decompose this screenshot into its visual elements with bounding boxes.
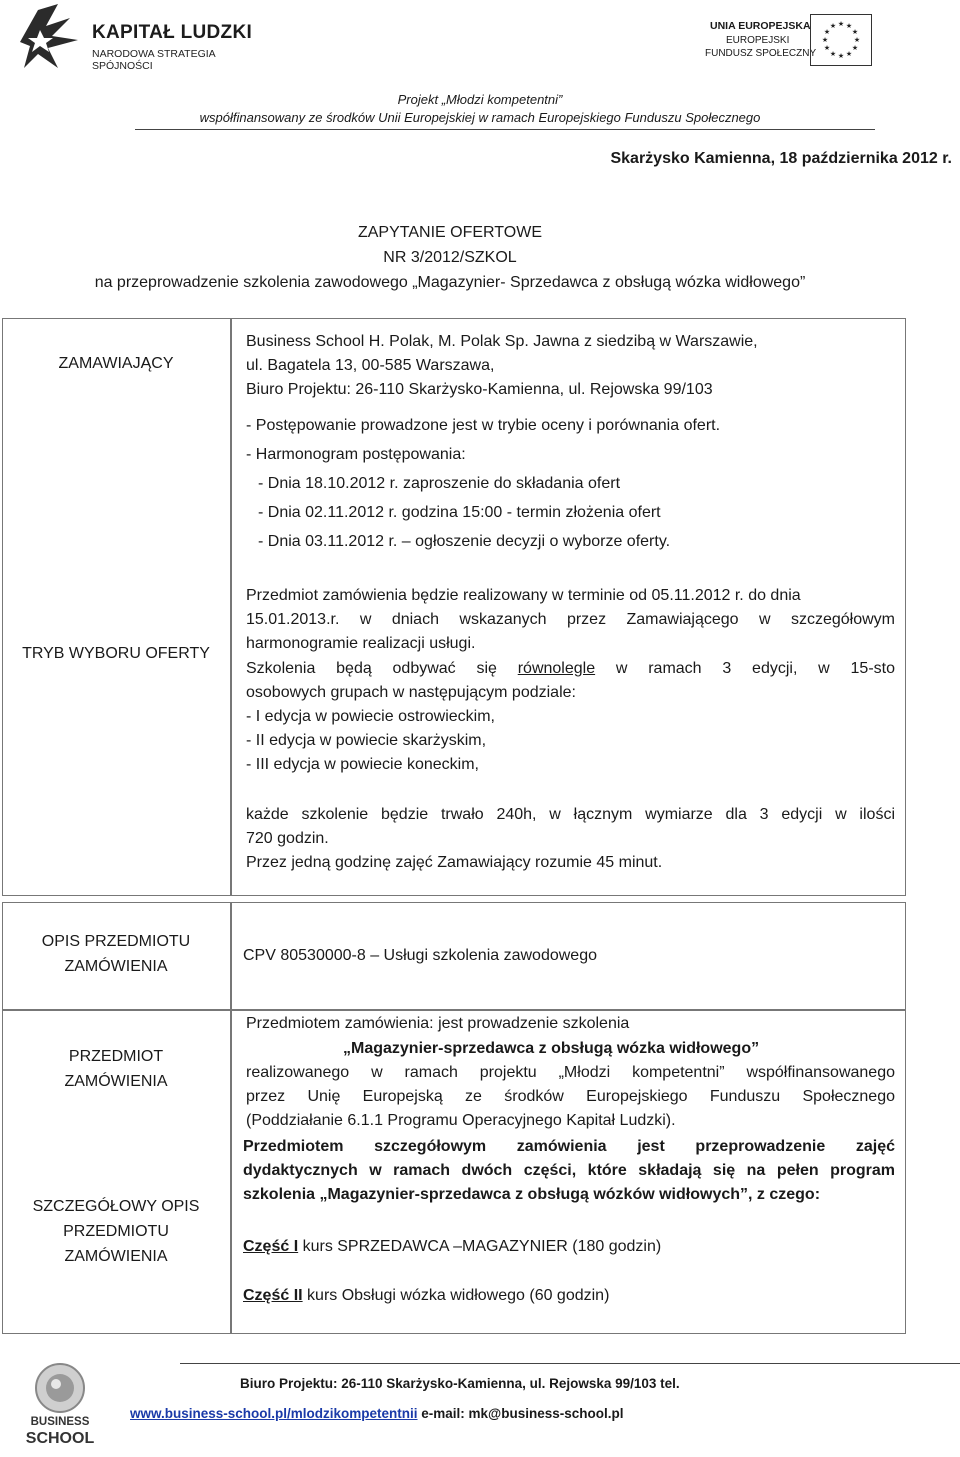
doc-number: NR 3/2012/SZKOL	[383, 249, 517, 266]
tryb-p1: - Postępowanie prowadzone jest w trybie oceny i porównania ofert.	[246, 417, 721, 434]
svg-text:★: ★	[851, 28, 859, 36]
szczegolowy-c2	[243, 1284, 609, 1308]
przedmiot-l5: (Poddziałanie 6.1.1 Programu Operacyjnego Kapitał Ludzki).	[246, 1112, 676, 1129]
section-zamawiajacy-label-box	[2, 318, 232, 896]
tryb-e1: - I edycja w powiecie ostrowieckim,	[246, 708, 495, 725]
zamawiajacy-label: ZAMAWIAJĄCY	[58, 355, 174, 372]
logo-business: BUSINESS	[30, 1416, 90, 1428]
eu-line2: EUROPEJSKI	[726, 35, 790, 46]
footer-address: Biuro Projektu: 26-110 Skarżysko-Kamienna, ul. Rejowska 99/103 tel.	[240, 1376, 680, 1391]
header-divider	[135, 129, 875, 130]
eu-flag-icon	[810, 14, 872, 66]
zamawiajacy-line2: ul. Bagatela 13, 00-585 Warszawa,	[246, 357, 495, 374]
przedmiot-l2: „Magazynier-sprzedawca z obsługą wózka widłowego”	[343, 1040, 760, 1057]
tryb-e3: - III edycja w powiecie koneckim,	[246, 756, 479, 773]
czesc-2-text: kurs Obsługi wózka widłowego (60 godzin)	[302, 1287, 610, 1304]
zamawiajacy-line3: Biuro Projektu: 26-110 Skarżysko-Kamienna, ul. Rejowska 99/103	[246, 381, 713, 398]
project-name: Projekt „Młodzi kompetentni”	[397, 92, 563, 107]
logo-school: SCHOOL	[25, 1430, 95, 1447]
opis-label-line1: OPIS PRZEDMIOTU	[41, 933, 191, 950]
czesc-1-text: kurs SPRZEDAWCA –MAGAZYNIER (180 godzin)	[298, 1238, 662, 1255]
tryb-p3: - Dnia 18.10.2012 r. zaproszenie do składania ofert	[258, 475, 621, 492]
business-school-emblem-icon	[20, 1360, 100, 1416]
tryb-r2: 15.01.2013.r. w dniach wskazanych przez Zamawiającego w szczegółowym	[246, 611, 895, 628]
tryb-p2: - Harmonogram postępowania:	[246, 446, 466, 463]
tryb-p4: - Dnia 02.11.2012 r. godzina 15:00 - termin złożenia ofert	[258, 504, 661, 521]
opis-cpv: CPV 80530000-8 – Usługi szkolenia zawodowego	[243, 947, 597, 964]
doc-title: ZAPYTANIE OFERTOWE	[357, 224, 543, 241]
tryb-r3: harmonogramie realizacji usługi.	[246, 635, 476, 652]
czesc-1-heading: Część I	[243, 1238, 299, 1255]
tryb-s2: osobowych grupach w następującym podziale:	[246, 684, 576, 701]
tryb-label: TRYB WYBORU OFERTY	[22, 645, 210, 662]
svg-text:★: ★	[845, 22, 853, 30]
section-opis-label-box	[2, 902, 232, 1010]
przedmiot-l3: realizowanego w ramach projektu „Młodzi kompetentni” współfinansowanego	[246, 1064, 895, 1081]
czesc-2-heading: Część II	[243, 1287, 303, 1304]
svg-text:★: ★	[829, 22, 837, 30]
svg-text:★: ★	[837, 52, 845, 60]
przedmiot-l4: przez Unię Europejską ze środków Europejskiego Funduszu Społecznego	[246, 1088, 895, 1105]
svg-text:★: ★	[845, 50, 853, 58]
business-school-logo	[20, 1360, 100, 1450]
cofinance-line: współfinansowany ze środków Unii Europejskiej w ramach Europejskiego Funduszu Społecznego	[199, 110, 761, 125]
przedmiot-label-line1: PRZEDMIOT	[68, 1048, 164, 1065]
svg-text:★: ★	[853, 36, 861, 44]
tryb-s1-a: Szkolenia będą odbywać się	[246, 660, 518, 677]
doc-subject: na przeprowadzenie szkolenia zawodowego „Magazynier- Sprzedawca z obsługą wózka widłowego”	[94, 274, 806, 291]
tryb-r1: Przedmiot zamówienia będzie realizowany w terminie od 05.11.2012 r. do dnia	[246, 587, 801, 604]
footer-divider	[180, 1363, 960, 1364]
zamawiajacy-line1: Business School H. Polak, M. Polak Sp. Jawna z siedzibą w Warszawie,	[246, 333, 758, 350]
tryb-k2: 720 godzin.	[246, 830, 329, 847]
szczegolowy-label-line3: ZAMÓWIENIA	[64, 1248, 168, 1265]
tryb-k1: każde szkolenie będzie trwało 240h, w łącznym wymiarze dla 3 edycji w ilości	[246, 806, 895, 823]
tryb-s1	[246, 657, 895, 681]
opis-label-line2: ZAMÓWIENIA	[64, 958, 168, 975]
svg-text:★: ★	[823, 28, 831, 36]
svg-text:★: ★	[821, 36, 829, 44]
przedmiot-label-line2: ZAMÓWIENIA	[64, 1073, 168, 1090]
kapital-ludzki-logo	[18, 2, 278, 72]
svg-text:★: ★	[851, 44, 859, 52]
dateline: Skarżysko Kamienna, 18 października 2012 r.	[610, 150, 952, 167]
szczegolowy-label-line2: PRZEDMIOTU	[63, 1223, 169, 1240]
szczegolowy-label-line1: SZCZEGÓŁOWY OPIS	[32, 1198, 200, 1215]
tryb-p5: - Dnia 03.11.2012 r. – ogłoszenie decyzji o wyborze oferty.	[258, 533, 671, 550]
przedmiot-l1: Przedmiotem zamówienia: jest prowadzenie szkolenia	[246, 1015, 630, 1032]
eu-line1: UNIA EUROPEJSKA	[710, 20, 811, 32]
svg-text:★: ★	[837, 20, 845, 28]
eu-logo	[700, 14, 870, 68]
tryb-e2: - II edycja w powiecie skarżyskim,	[246, 732, 487, 749]
eu-line3: FUNDUSZ SPOŁECZNY	[705, 48, 817, 59]
szczegolowy-b1: Przedmiotem szczegółowym zamówienia jest przeprowadzenie zajęć	[243, 1138, 895, 1155]
kapital-ludzki-emblem-icon	[18, 2, 84, 72]
tryb-s1-underlined: równolegle	[517, 660, 596, 677]
tryb-k3: Przez jedną godzinę zajęć Zamawiający rozumie 45 minut.	[246, 854, 663, 871]
website-link[interactable]: www.business-school.pl/mlodzikompetentnii	[130, 1406, 418, 1421]
svg-text:★: ★	[829, 50, 837, 58]
footer-email: e-mail: mk@business-school.pl	[417, 1406, 624, 1421]
szczegolowy-b3: szkolenia „Magazynier-sprzedawca z obsługą wózków widłowych”, z czego:	[243, 1186, 821, 1203]
szczegolowy-c1	[243, 1235, 661, 1259]
svg-text:★: ★	[823, 44, 831, 52]
tryb-s1-b: w ramach 3 edycji, w 15-sto	[595, 660, 895, 677]
kl-title: KAPITAŁ LUDZKI	[92, 22, 253, 43]
szczegolowy-b2: dydaktycznych w ramach dwóch części, które składają się na pełen program	[243, 1162, 895, 1179]
footer-contact	[130, 1406, 624, 1421]
kl-subtitle: NARODOWA STRATEGIA SPÓJNOŚCI	[92, 48, 216, 72]
